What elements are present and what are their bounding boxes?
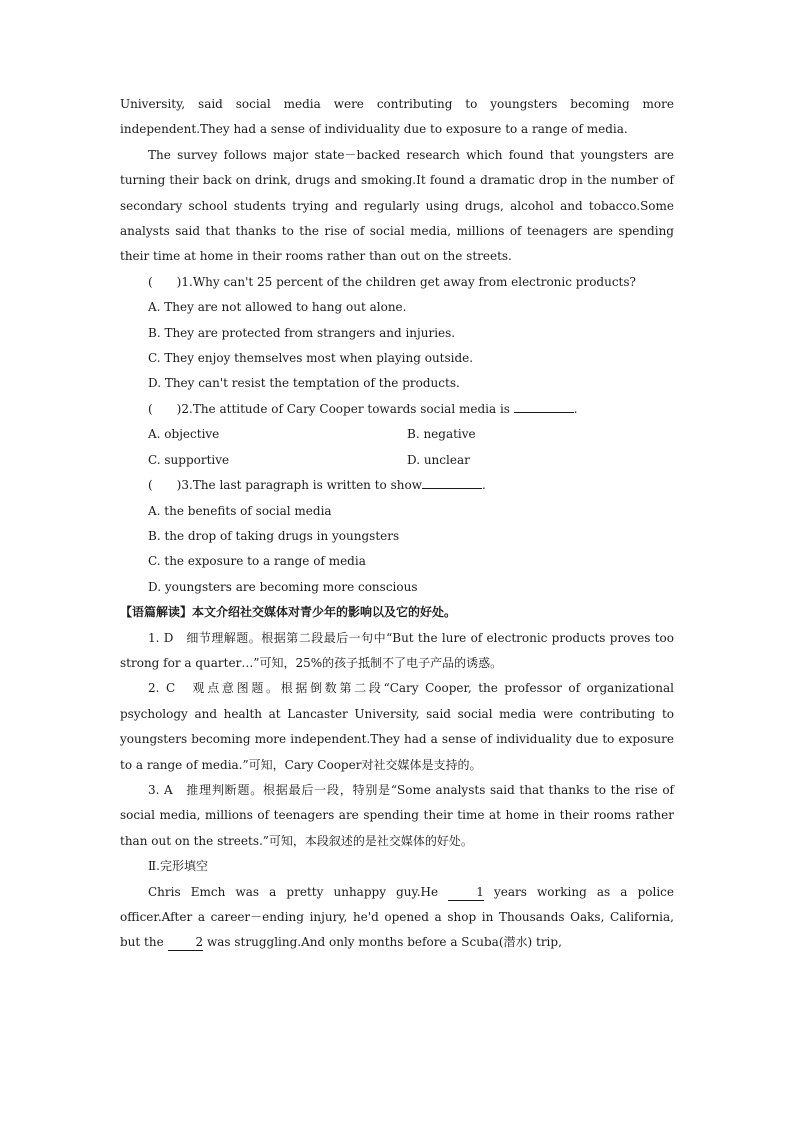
option: C. supportive <box>148 452 230 467</box>
option: D. unclear <box>407 452 470 467</box>
option: B. the drop of taking drugs in youngsters <box>148 528 400 543</box>
option: A. the benefits of social media <box>148 503 332 518</box>
question-1 <box>120 270 674 295</box>
answer-explanation-2: 2. C 观点意图题。根据倒数第二段“Cary Cooper, the professor of organizational psychology and health at Lancaster University, said social media were contributing to youngsters becoming more independent.They had a sense of individuality due to exposure to a range of media.”可知，Cary Cooper对社交媒体是支持的。 <box>120 681 674 772</box>
question-3 <box>120 473 674 498</box>
cloze-text: years working as a police officer.After a career－ending injury, he'd opened a shop in Thousands Oaks, California, but the <box>120 884 674 950</box>
option-row <box>120 448 674 473</box>
option: A. objective <box>148 427 220 442</box>
answer-explanation-3: 3. A 推理判断题。根据最后一段，特别是“Some analysts said that thanks to the rise of social media, millions of teenagers are spending their time at home in their rooms rather than out on the streets.”可知，本段叙述的是社交媒体的好处。 <box>120 782 674 848</box>
question-stem: 3.The last paragraph is written to show <box>181 478 422 493</box>
fill-blank <box>422 476 482 489</box>
answer-explanation-1: 1. D 细节理解题。根据第二段最后一句中“But the lure of electronic products proves too strong for a quarter…”可知，25%的孩子抵制不了电子产品的诱惑。 <box>120 630 674 670</box>
option: B. negative <box>407 427 476 442</box>
option: D. youngsters are becoming more conscious <box>148 579 418 594</box>
cloze-text: was struggling.And only months before a Scuba(潜水) trip, <box>207 935 562 950</box>
option: D. They can't resist the temptation of the products. <box>148 376 460 391</box>
question-stem-end: . <box>481 478 486 493</box>
cloze-paragraph <box>120 880 674 956</box>
analysis-heading: 【语篇解读】本文介绍社交媒体对青少年的影响以及它的好处。 <box>120 605 457 620</box>
passage-paragraph: University, said social media were contributing to youngsters becoming more independent.They had a sense of individuality due to exposure to a range of media. <box>120 97 674 137</box>
fill-blank <box>514 400 574 413</box>
option: C. They enjoy themselves most when playing outside. <box>148 351 474 366</box>
answer-paren: ( ) <box>148 274 182 289</box>
question-stem-end: . <box>573 401 578 416</box>
answer-paren: ( ) <box>148 478 182 493</box>
question-stem: 2.The attitude of Cary Cooper towards social media is <box>181 401 510 416</box>
cloze-blank-1: 1 <box>448 885 484 901</box>
passage-paragraph: The survey follows major state－backed research which found that youngsters are turning their back on drink, drugs and smoking.It found a dramatic drop in the number of secondary school students trying and regularly using drugs, alcohol and tobacco.Some analysts said that thanks to the rise of social media, millions of teenagers are spending their time at home in their rooms rather than out on the streets. <box>120 147 674 264</box>
option-row <box>120 422 674 447</box>
cloze-blank-2: 2 <box>168 935 204 951</box>
answer-paren: ( ) <box>148 401 182 416</box>
section-title: Ⅱ.完形填空 <box>148 859 208 874</box>
option: C. the exposure to a range of media <box>148 554 366 569</box>
document-page <box>120 92 674 956</box>
cloze-text: Chris Emch was a pretty unhappy guy.He <box>148 884 439 899</box>
option: B. They are protected from strangers and injuries. <box>148 325 456 340</box>
option: A. They are not allowed to hang out alone. <box>148 300 407 315</box>
question-stem: 1.Why can't 25 percent of the children get away from electronic products? <box>181 274 636 289</box>
question-2 <box>120 397 674 422</box>
